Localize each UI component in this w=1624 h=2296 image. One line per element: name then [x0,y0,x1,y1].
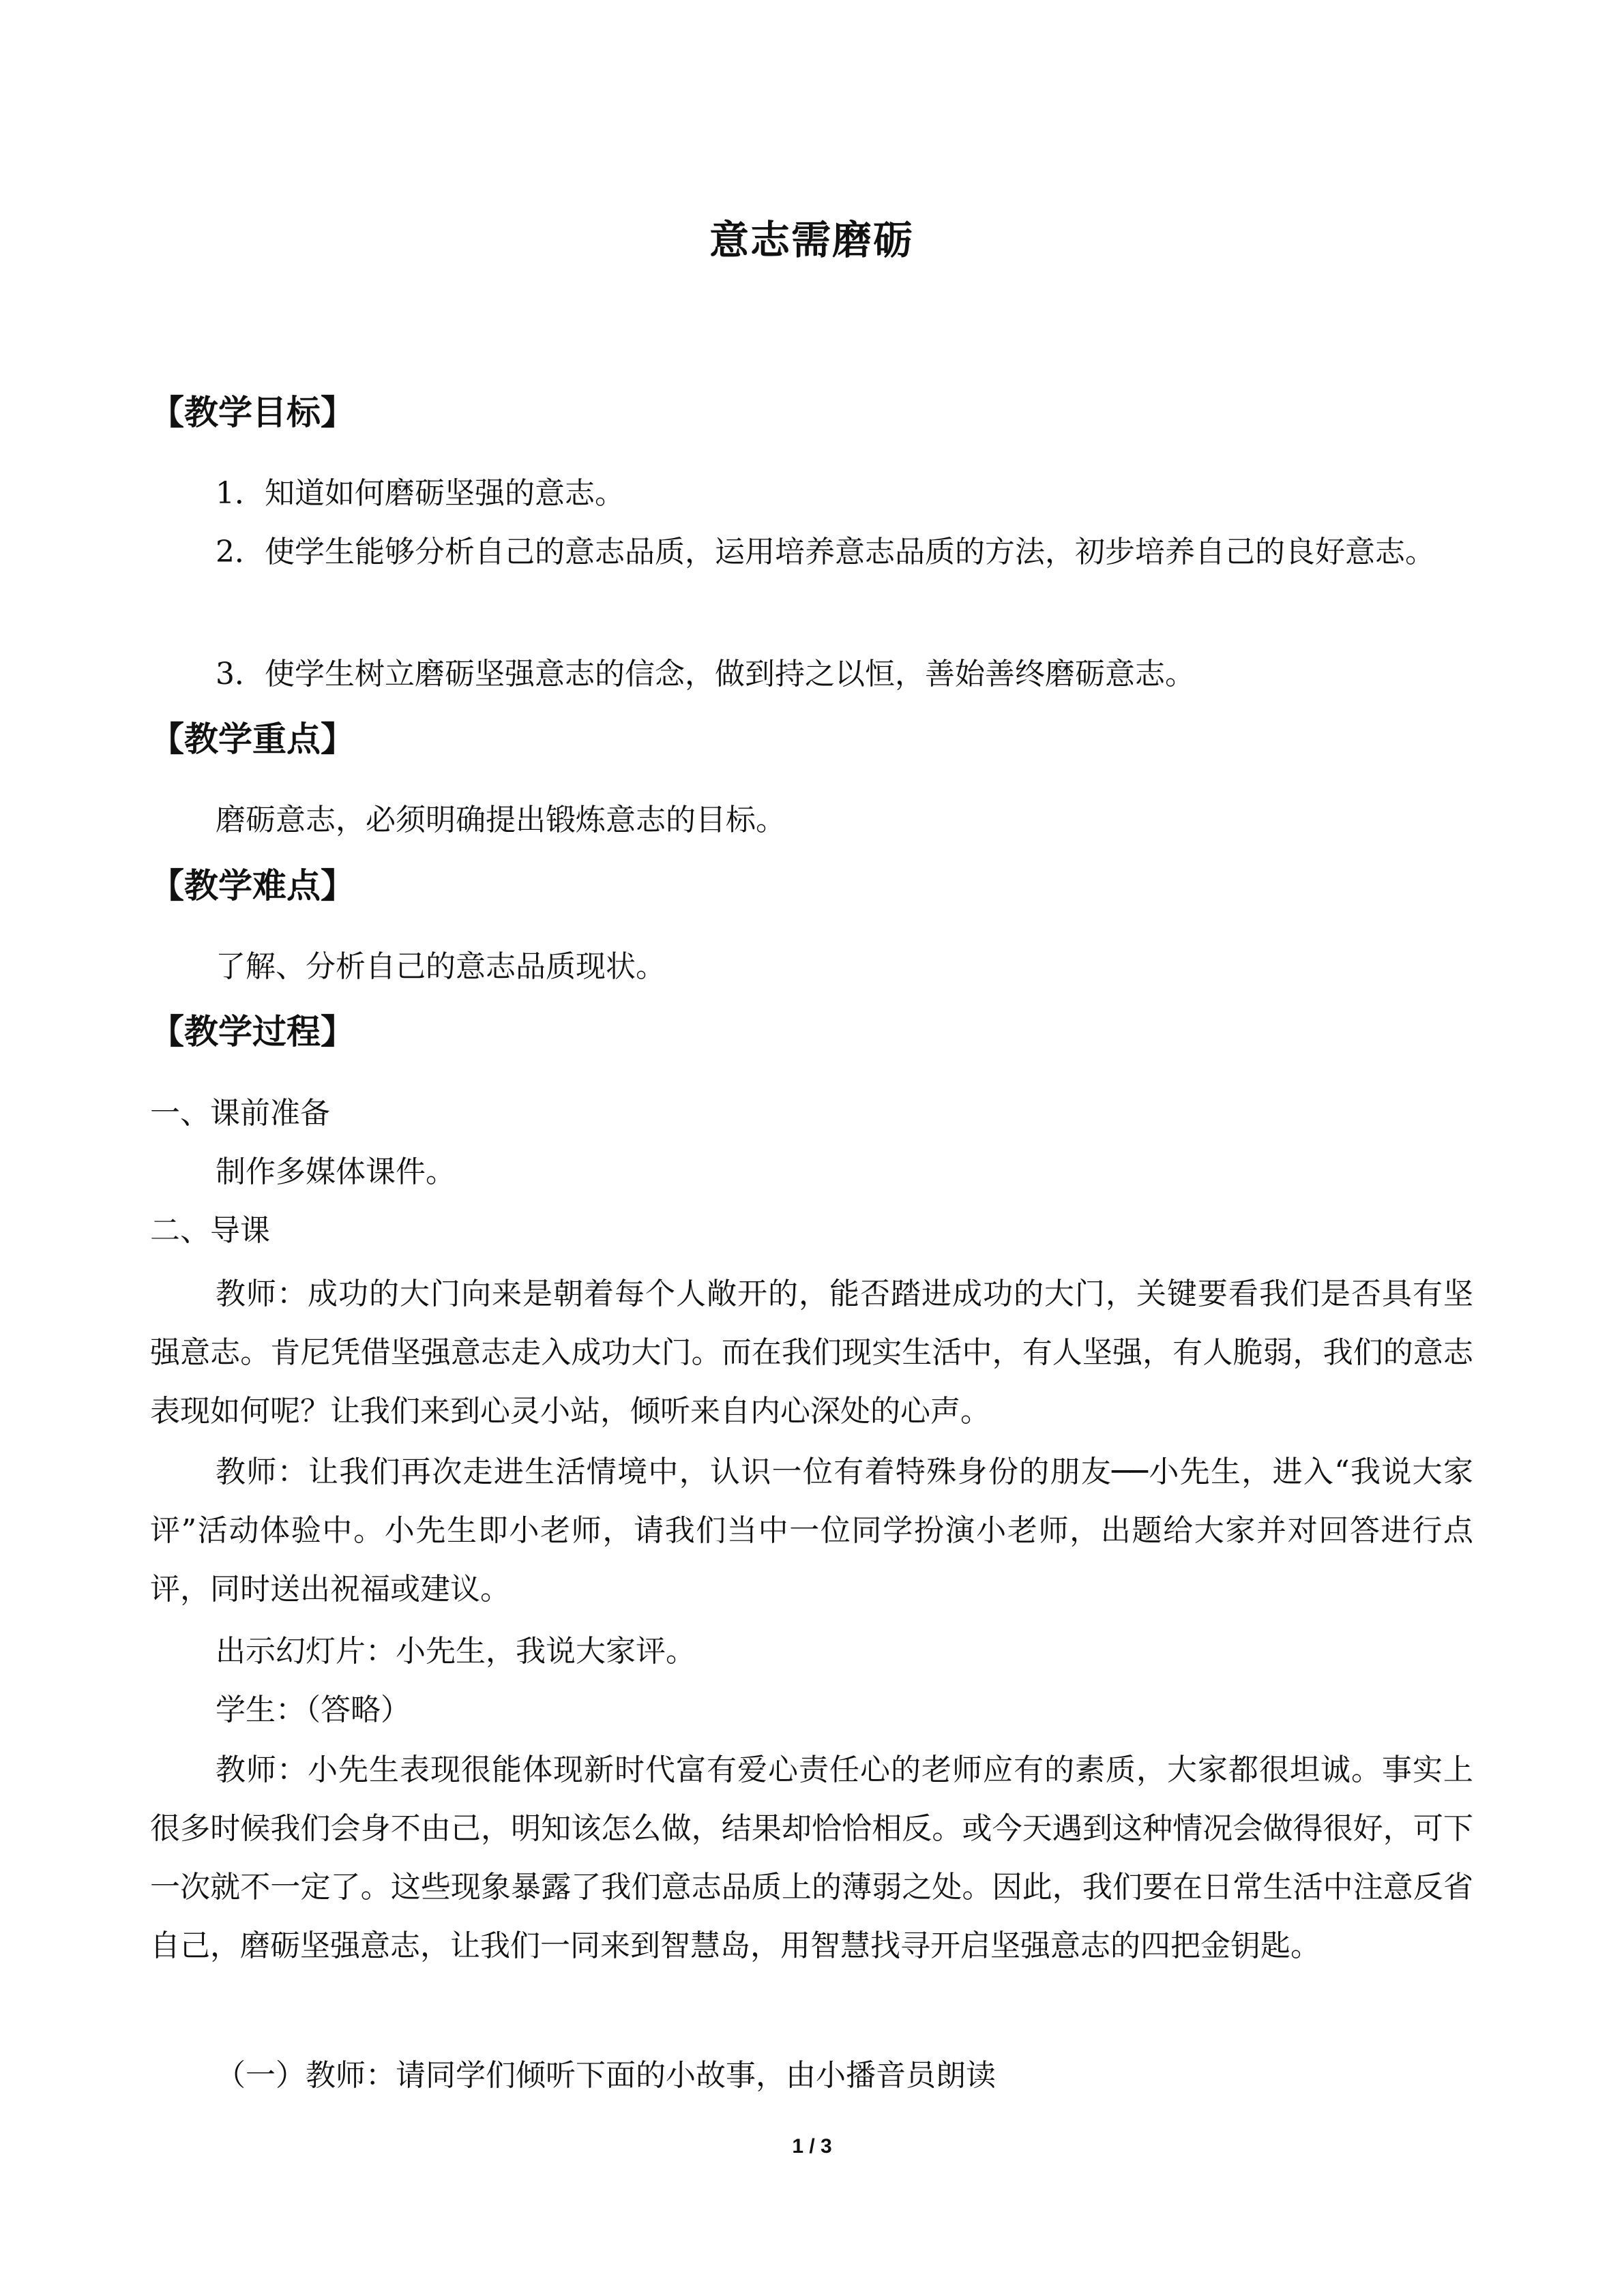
lesson-paragraph-3: 出示幻灯片：小先生，我说大家评。 [216,1634,696,1669]
step-1-text: 制作多媒体课件。 [216,1154,456,1189]
difficulties-heading: 【教学难点】 [150,866,355,906]
page-number: 1 / 3 [792,2135,832,2158]
page-title: 意志需磨砺 [709,217,914,263]
lesson-paragraph-5: 教师：小先生表现很能体现新时代富有爱心责任心的老师应有的素质，大家都很坦诚。事实上很多时候我们会身不由己，明知该怎么做，结果却恰恰相反。或今天遇到这种情况会做得很好，可下一次就不一定了。这些现象暴露了我们意志品质上的薄弱之处。因此，我们要在日常生活中注意反省自己，磨砺坚强意志，让我们一同来到智慧岛，用智慧找寻开启坚强意志的四把金钥匙。 [150,1753,1473,1963]
difficulties-text: 了解、分析自己的意志品质现状。 [216,949,666,984]
process-heading: 【教学过程】 [150,1012,355,1052]
key-points-heading: 【教学重点】 [150,719,355,759]
objective-2: 2．使学生能够分析自己的意志品质，运用培养意志品质的方法，初步培养自己的良好意志。 [216,535,1435,569]
lesson-paragraph-1: 教师：成功的大门向来是朝着每个人敞开的，能否踏进成功的大门，关键要看我们是否具有坚强意志。肯尼凭借坚强意志走入成功大门。而在我们现实生活中，有人坚强，有人脆弱，我们的意志表现如何呢？让我们来到心灵小站，倾听来自内心深处的心声。 [150,1277,1473,1429]
lesson-paragraph-6: （一）教师：请同学们倾听下面的小故事，由小播音员朗读 [216,2058,996,2093]
objectives-heading: 【教学目标】 [150,393,355,432]
lesson-paragraph-4: 学生：（答略） [216,1693,411,1727]
objective-1: 1．知道如何磨砺坚强的意志。 [216,476,625,511]
step-2-heading: 二、导课 [150,1213,270,1248]
objective-3: 3．使学生树立磨砺坚强意志的信念，做到持之以恒，善始善终磨砺意志。 [216,657,1195,691]
step-1-heading: 一、课前准备 [150,1096,330,1131]
key-points-text: 磨砺意志，必须明确提出锻炼意志的目标。 [216,803,786,837]
lesson-paragraph-2: 教师：让我们再次走进生活情境中，认识一位有着特殊身份的朋友──小先生，进入“我说大家评”活动体验中。小先生即小老师，请我们当中一位同学扮演小老师，出题给大家并对回答进行点评，同时送出祝福或建议。 [150,1455,1473,1607]
